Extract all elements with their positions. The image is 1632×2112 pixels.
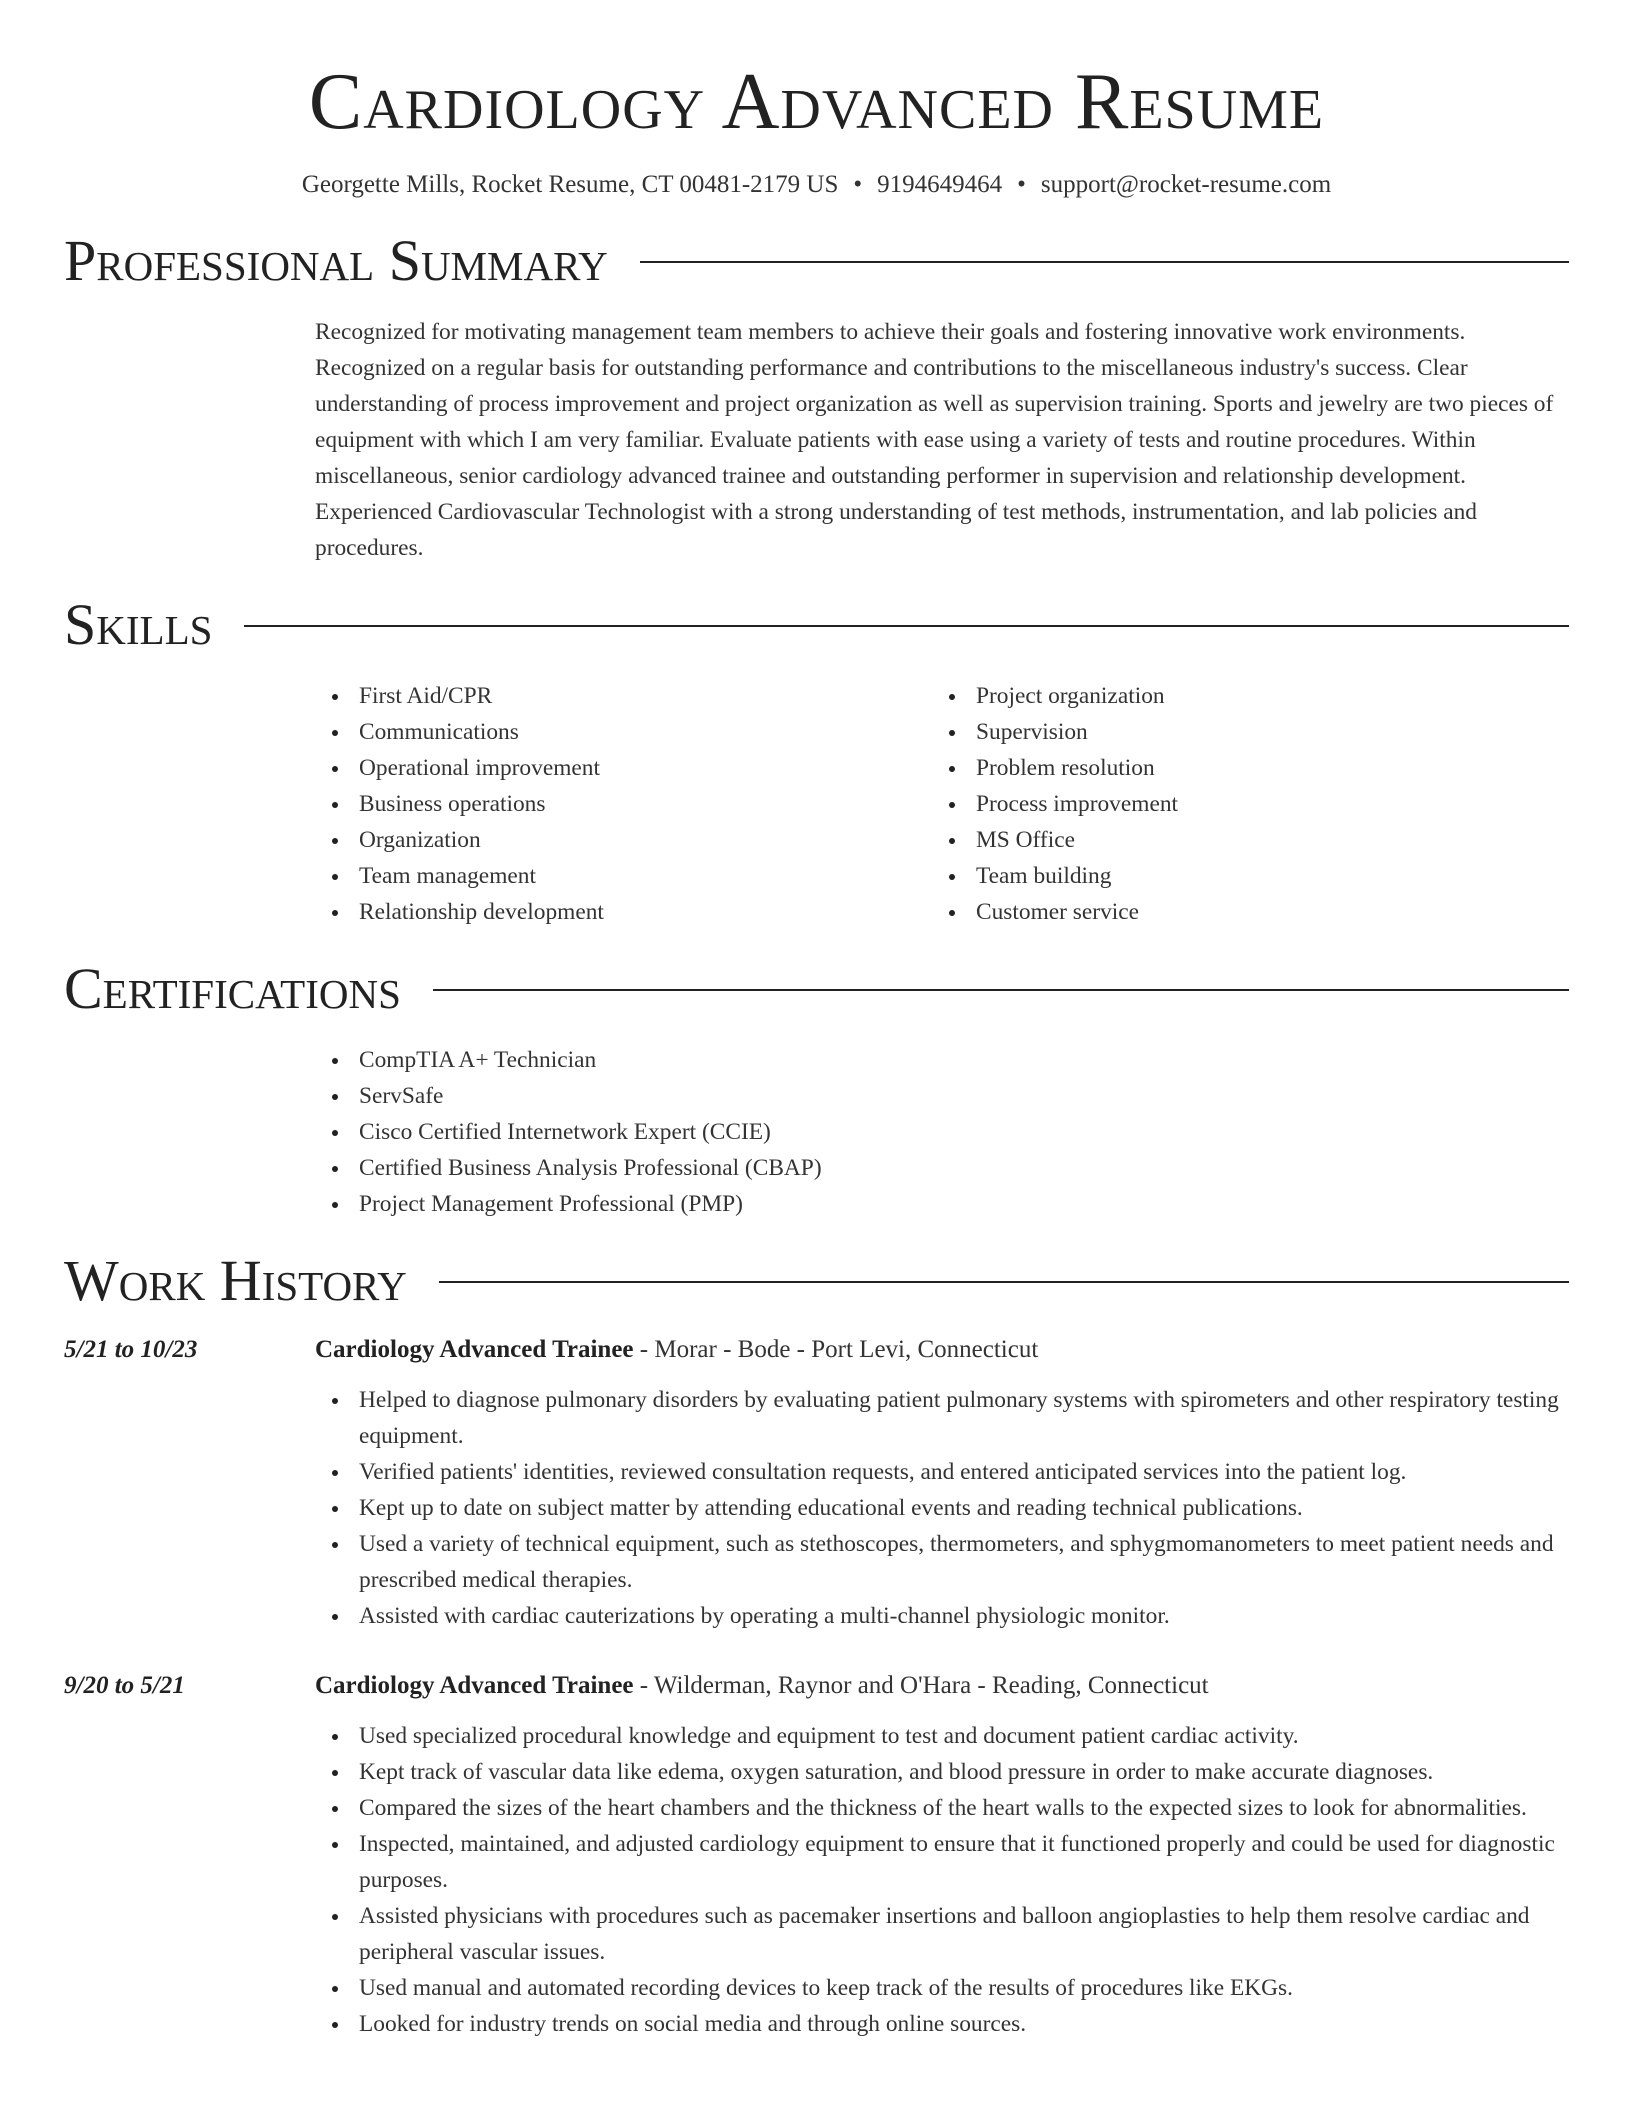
skill-item: Customer service [932,894,1549,930]
job-dates: 5/21 to 10/23 [64,1336,198,1363]
job-heading [315,1332,1038,1368]
work-history-header [64,1246,1569,1316]
job-duty: Verified patients' identities, reviewed consultation requests, and entered anticipated services into the patient log. [315,1454,1569,1490]
certifications-list [315,1042,1569,1222]
job-duty: Compared the sizes of the heart chambers and the thickness of the heart walls to the expected sizes to look for abnormalities. [315,1790,1569,1826]
job-entry [64,1668,1569,2042]
job-duty: Helped to diagnose pulmonary disorders by evaluating patient pulmonary systems with spirometers and other respiratory testing equipment. [315,1382,1569,1454]
contact-line [64,170,1569,200]
skills-section [64,590,1569,930]
skill-item: Project organization [932,678,1549,714]
job-entry [64,1332,1569,1634]
work-history-section [64,1246,1569,2042]
summary-header [64,226,1569,296]
job-duty: Assisted with cardiac cauterizations by operating a multi-channel physiologic monitor. [315,1598,1569,1634]
skills-heading: Skills [64,592,213,657]
job-duty: Kept track of vascular data like edema, oxygen saturation, and blood pressure in order to make accurate diagnoses. [315,1754,1569,1790]
resume-title: Cardiology Advanced Resume [308,58,1325,146]
certification-item: Project Management Professional (PMP) [315,1186,1569,1222]
contact-phone: 9194649464 [877,171,1003,198]
skill-item: Team management [315,858,932,894]
job-duty: Assisted physicians with procedures such as pacemaker insertions and balloon angioplasties to help them resolve cardiac and peripheral vascular issues. [315,1898,1569,1970]
section-divider [439,1281,1569,1283]
section-divider [640,261,1569,263]
skill-item: Organization [315,822,932,858]
job-employer: - Morar - Bode - Port Levi, Connecticut [633,1336,1039,1363]
skill-item: Operational improvement [315,750,932,786]
contact-address: Georgette Mills, Rocket Resume, CT 00481-2179 US [301,171,839,198]
job-title: Cardiology Advanced Trainee [315,1336,634,1363]
skills-header [64,590,1569,660]
certification-item: Certified Business Analysis Professional (CBAP) [315,1150,1569,1186]
skill-item: Team building [932,858,1549,894]
job-duty: Inspected, maintained, and adjusted cardiology equipment to ensure that it functioned properly and could be used for diagnostic purposes. [315,1826,1569,1898]
job-duty: Used specialized procedural knowledge and equipment to test and document patient cardiac activity. [315,1718,1569,1754]
skills-column-right [932,678,1549,930]
job-employer: - Wilderman, Raynor and O'Hara - Reading, Connecticut [633,1672,1209,1699]
summary-section [64,226,1569,566]
skill-item: MS Office [932,822,1549,858]
job-duty: Used manual and automated recording devices to keep track of the results of procedures like EKGs. [315,1970,1569,2006]
certifications-heading: Certifications [64,956,401,1021]
skill-item: Process improvement [932,786,1549,822]
summary-text: Recognized for motivating management team members to achieve their goals and fostering innovative work environments. Recognized on a regular basis for outstanding performance and contributions to the miscellaneous industry's success. Clear understanding of process improvement and project organization as well as supervision training. Sports and jewelry are two pieces of equipment with which I am very familiar. Evaluate patients with ease using a variety of tests and routine procedures. Within miscellaneous, senior cardiology advanced trainee and outstanding performer in supervision and relationship development. Experienced Cardiovascular Technologist with a strong understanding of test methods, instrumentation, and lab policies and procedures. [315,319,1554,561]
skill-item: Supervision [932,714,1549,750]
certification-item: CompTIA A+ Technician [315,1042,1569,1078]
skill-item: First Aid/CPR [315,678,932,714]
certification-item: Cisco Certified Internetwork Expert (CCIE) [315,1114,1569,1150]
job-duty: Used a variety of technical equipment, such as stethoscopes, thermometers, and sphygmomanometers to meet patient needs and prescribed medical therapies. [315,1526,1569,1598]
skills-list [315,678,1569,930]
section-divider [433,989,1569,991]
skill-item: Relationship development [315,894,932,930]
job-header [64,1668,1569,1704]
skills-column-left [315,678,932,930]
skill-item: Communications [315,714,932,750]
job-dates: 9/20 to 5/21 [64,1672,185,1699]
contact-email: support@rocket-resume.com [1040,171,1332,198]
job-duties [315,1718,1569,2042]
job-title: Cardiology Advanced Trainee [315,1672,634,1699]
section-divider [244,625,1569,627]
job-heading [315,1668,1209,1704]
job-duty: Kept up to date on subject matter by attending educational events and reading technical publications. [315,1490,1569,1526]
contact-separator: • [1017,171,1026,198]
skill-item: Problem resolution [932,750,1549,786]
certifications-section [64,954,1569,1222]
skill-item: Business operations [315,786,932,822]
work-history-heading: Work History [64,1248,407,1313]
job-duty: Looked for industry trends on social media and through online sources. [315,2006,1569,2042]
certification-item: ServSafe [315,1078,1569,1114]
summary-heading: Professional Summary [64,228,608,293]
job-duties [315,1382,1569,1634]
certifications-header [64,954,1569,1024]
job-header [64,1332,1569,1368]
contact-separator: • [853,171,863,198]
